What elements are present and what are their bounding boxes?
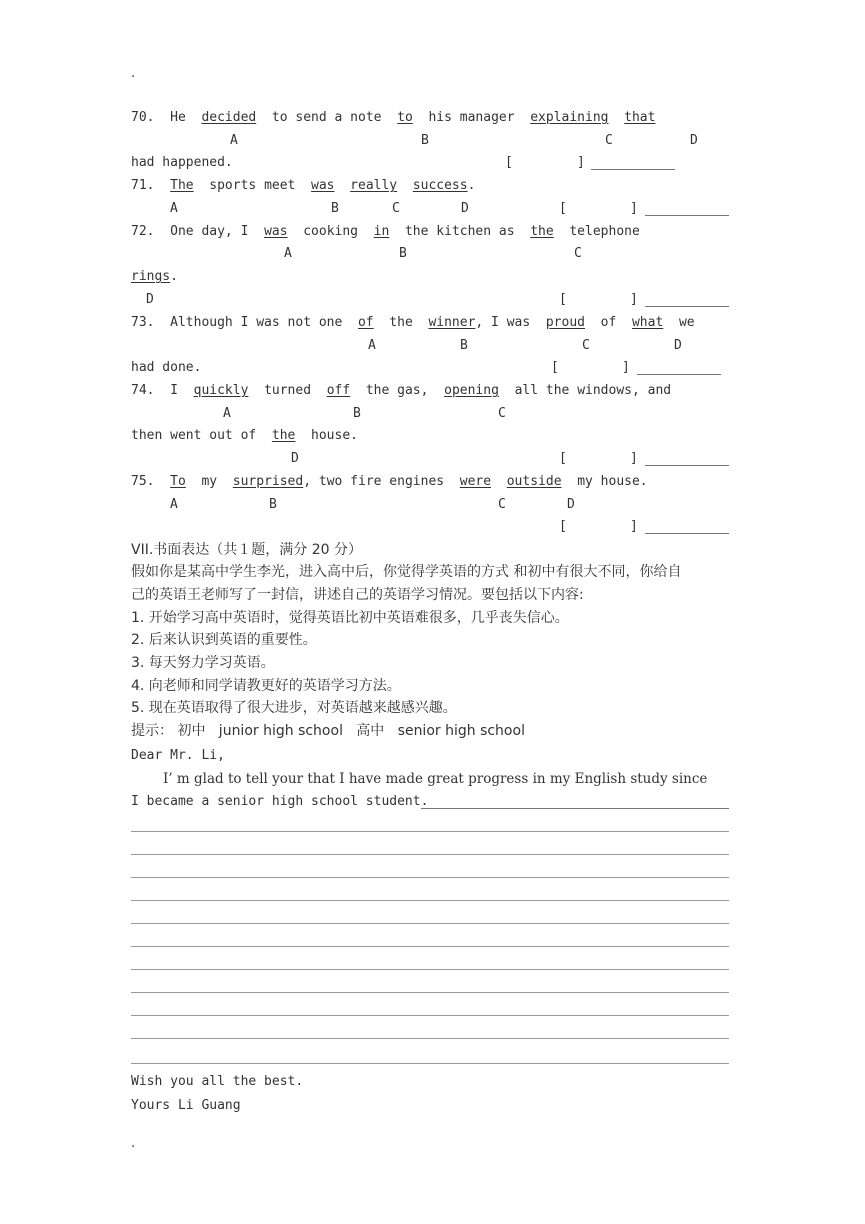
q74-option-b-text: off [326, 383, 351, 398]
writing-line[interactable] [131, 992, 729, 993]
writing-point-5: 5. 现在英语取得了很大进步，对英语越来越感兴趣。 [131, 700, 457, 716]
q72-bracket-right: ] [630, 292, 638, 307]
q73-line1: 73. Although I was not one of the winner, I was proud of what we [131, 315, 695, 330]
q74-letter-a: A [223, 406, 231, 421]
q72-line1: 72. One day, I was cooking in the kitchen as the telephone [131, 224, 640, 239]
q73-answer-blank[interactable] [637, 374, 721, 375]
q74-option-a-text: quickly [193, 383, 249, 398]
q73-letter-b: B [460, 338, 468, 353]
q75-letter-a: A [170, 497, 178, 512]
q75-letter-c: C [498, 497, 506, 512]
q70-bracket-left: [ [505, 155, 513, 170]
q72-letter-c: C [574, 246, 582, 261]
q73-letter-a: A [368, 338, 376, 353]
q71-option-d-text: success [412, 178, 468, 193]
q70-letter-c: C [605, 133, 613, 148]
q73-letter-c: C [582, 338, 590, 353]
writing-point-2: 2. 后来认识到英语的重要性。 [131, 632, 317, 648]
q74-option-c-text: opening [444, 383, 499, 398]
q72-bracket-left: [ [559, 292, 567, 307]
q70-line1: 70. He decided to send a note to his manager explaining that [131, 110, 656, 125]
letter-opening-line1: I’ m glad to tell your that I have made great progress in my English study since [163, 771, 708, 787]
q72-letter-b: B [399, 246, 407, 261]
page-dot-bottom: . [131, 1136, 136, 1151]
q71-answer-blank[interactable] [645, 215, 729, 216]
q75-option-d-text: outside [506, 474, 562, 489]
q75-letter-d: D [567, 497, 575, 512]
q71-bracket-left: [ [559, 201, 567, 216]
q74-line2: then went out of the house. [131, 428, 358, 443]
q73-bracket-left: [ [551, 360, 559, 375]
writing-heading: VII.书面表达（共１题，满分 20 分） [131, 542, 362, 558]
q75-letter-b: B [269, 497, 277, 512]
q73-bracket-right: ] [622, 360, 630, 375]
q72-letter-a: A [284, 246, 292, 261]
q72-number: 72. [131, 224, 155, 239]
page-dot-top: . [131, 66, 136, 81]
writing-line[interactable] [131, 900, 729, 901]
q70-answer-blank[interactable] [591, 169, 675, 170]
q71-number: 71. [131, 178, 155, 193]
writing-line[interactable] [131, 923, 729, 924]
q70-letter-b: B [421, 133, 429, 148]
q75-number: 75. [131, 474, 155, 489]
q75-line1: 75. To my surprised, two fire engines were outside my house. [131, 474, 648, 489]
q74-line1: 74. I quickly turned off the gas, opening all the windows, and [131, 383, 672, 398]
q70-line2: had happened. [131, 155, 233, 170]
q72-letter-d: D [146, 292, 154, 307]
q71-letter-c: C [392, 201, 400, 216]
q73-option-b-text: winner [428, 315, 476, 330]
q73-number: 73. [131, 315, 155, 330]
letter-writing-blank-first[interactable] [421, 808, 729, 809]
q75-bracket-left: [ [559, 519, 567, 534]
q73-option-d-text: what [631, 315, 664, 330]
writing-point-1: 1. 开始学习高中英语时，觉得英语比初中英语难很多，几乎丧失信心。 [131, 610, 569, 626]
q70-bracket-right: ] [577, 155, 585, 170]
writing-intro-line2: 己的英语王老师写了一封信，讲述自己的英语学习情况。要包括以下内容: [131, 587, 584, 603]
q73-option-c-text: proud [545, 315, 585, 330]
letter-signature: Yours Li Guang [131, 1098, 241, 1113]
q74-option-d-text: the [271, 428, 296, 443]
writing-line[interactable] [131, 969, 729, 970]
writing-line[interactable] [131, 1015, 729, 1016]
q72-line2: rings. [131, 269, 178, 284]
letter-closing: Wish you all the best. [131, 1074, 304, 1089]
q73-line2: had done. [131, 360, 202, 375]
q71-option-a-text: The [170, 178, 194, 193]
q74-letter-c: C [498, 406, 506, 421]
writing-point-4: 4. 向老师和同学请教更好的英语学习方法。 [131, 678, 401, 694]
q73-option-a-text: of [357, 315, 374, 330]
q74-letter-b: B [353, 406, 361, 421]
q72-answer-blank[interactable] [645, 306, 729, 307]
q75-option-c-text: were [459, 474, 492, 489]
letter-salutation: Dear Mr. Li, [131, 748, 225, 763]
q72-option-d-text: rings [131, 269, 171, 284]
q71-option-b-text: was [311, 178, 335, 193]
q70-option-c-text: explaining [530, 110, 609, 125]
q70-option-a-text: decided [201, 110, 257, 125]
q72-option-a-text: was [264, 224, 288, 239]
q71-letter-b: B [331, 201, 339, 216]
q70-option-d-text: that [624, 110, 656, 125]
writing-line[interactable] [131, 1063, 729, 1064]
q70-letter-a: A [230, 133, 238, 148]
q71-option-c-text: really [350, 178, 398, 193]
q75-bracket-right: ] [630, 519, 638, 534]
q70-letter-d: D [690, 133, 698, 148]
q71-letter-a: A [170, 201, 178, 216]
writing-point-3: 3. 每天努力学习英语。 [131, 655, 275, 671]
writing-line[interactable] [131, 946, 729, 947]
q74-bracket-left: [ [559, 451, 567, 466]
writing-line[interactable] [131, 831, 729, 832]
q73-letter-d: D [674, 338, 682, 353]
q70-option-b-text: to [397, 110, 413, 125]
q75-option-b-text: surprised [232, 474, 304, 489]
q74-bracket-right: ] [630, 451, 638, 466]
q74-letter-d: D [291, 451, 299, 466]
q75-answer-blank[interactable] [645, 533, 729, 534]
q70-number: 70. [131, 110, 155, 125]
writing-line[interactable] [131, 1038, 729, 1039]
q71-letter-d: D [461, 201, 469, 216]
q71-line1: 71. The sports meet was really success. [131, 178, 476, 193]
q75-option-a-text: To [170, 474, 186, 489]
q74-answer-blank[interactable] [645, 465, 729, 466]
writing-hint: 提示： 初中 junior high school 高中 senior high school [131, 723, 525, 739]
writing-intro-line1: 假如你是某高中学生李光，进入高中后，你觉得学英语的方式 和初中有很大不同，你给自 [131, 564, 682, 580]
q71-bracket-right: ] [630, 201, 638, 216]
writing-line[interactable] [131, 854, 729, 855]
letter-opening-line2: I became a senior high school student. [131, 794, 429, 809]
q72-option-c-text: the [530, 224, 554, 239]
writing-line[interactable] [131, 877, 729, 878]
q72-option-b-text: in [373, 224, 390, 239]
q74-number: 74. [131, 383, 155, 398]
